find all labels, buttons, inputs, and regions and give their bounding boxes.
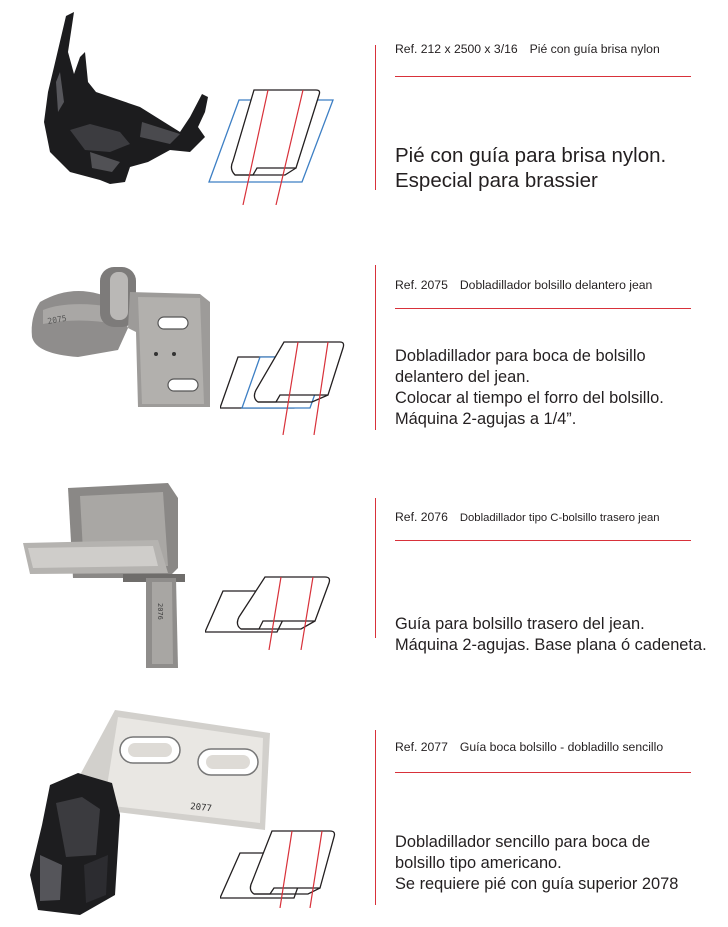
product-reference [395, 42, 660, 56]
description-line: Dobladillador para boca de bolsillo [395, 347, 646, 365]
product-photo-hemmer-2076 [18, 478, 198, 673]
divider-horizontal [395, 772, 691, 773]
product-description [395, 143, 666, 193]
part-stamp: 2076 [156, 603, 164, 620]
ref-title: Dobladillador tipo C-bolsillo trasero jean [459, 512, 660, 524]
product-description [395, 346, 664, 430]
diagram-fold-4 [220, 828, 340, 908]
product-reference [395, 740, 663, 754]
diagram-fold-3 [205, 575, 335, 650]
divider-vertical [375, 498, 376, 638]
description-line: Guía para bolsillo trasero del jean. [395, 615, 645, 633]
product-photo-hemmer-2075 [18, 262, 218, 412]
product-reference [395, 510, 660, 524]
product-description [395, 614, 707, 656]
description-line: bolsillo tipo americano. [395, 854, 562, 872]
ref-title: Guía boca bolsillo - dobladillo sencillo [459, 740, 664, 754]
divider-horizontal [395, 540, 691, 541]
description-line: Máquina 2-agujas. Base plana ó cadeneta. [395, 636, 707, 654]
ref-title: Pié con guía brisa nylon [529, 42, 660, 56]
description-line: Colocar al tiempo el forro del bolsillo. [395, 389, 664, 407]
divider-vertical [375, 265, 376, 430]
product-photo-presser-foot [30, 12, 215, 187]
description-line: Especial para brassier [395, 169, 598, 192]
description-line: delantero del jean. [395, 368, 530, 386]
diagram-fold-1 [205, 85, 345, 205]
divider-horizontal [395, 308, 691, 309]
divider-horizontal [395, 76, 691, 77]
description-line: Pié con guía para brisa nylon. [395, 144, 667, 167]
diagram-fold-2 [220, 340, 345, 435]
ref-code: Ref. 212 x 2500 x 3/16 [395, 42, 518, 56]
product-reference [395, 278, 652, 292]
description-line: Máquina 2-agujas a 1/4”. [395, 410, 577, 428]
divider-vertical [375, 730, 376, 905]
product-description [395, 832, 678, 895]
ref-code: Ref. 2075 [395, 278, 448, 292]
description-line: Se requiere pié con guía superior 2078 [395, 875, 679, 893]
divider-vertical [375, 45, 376, 190]
part-stamp: 2075 [46, 313, 68, 326]
ref-title: Dobladillador bolsillo delantero jean [459, 278, 653, 292]
part-stamp: 2077 [189, 802, 213, 815]
ref-code: Ref. 2076 [395, 510, 448, 524]
description-line: Dobladillador sencillo para boca de [395, 833, 651, 851]
ref-code: Ref. 2077 [395, 740, 448, 754]
